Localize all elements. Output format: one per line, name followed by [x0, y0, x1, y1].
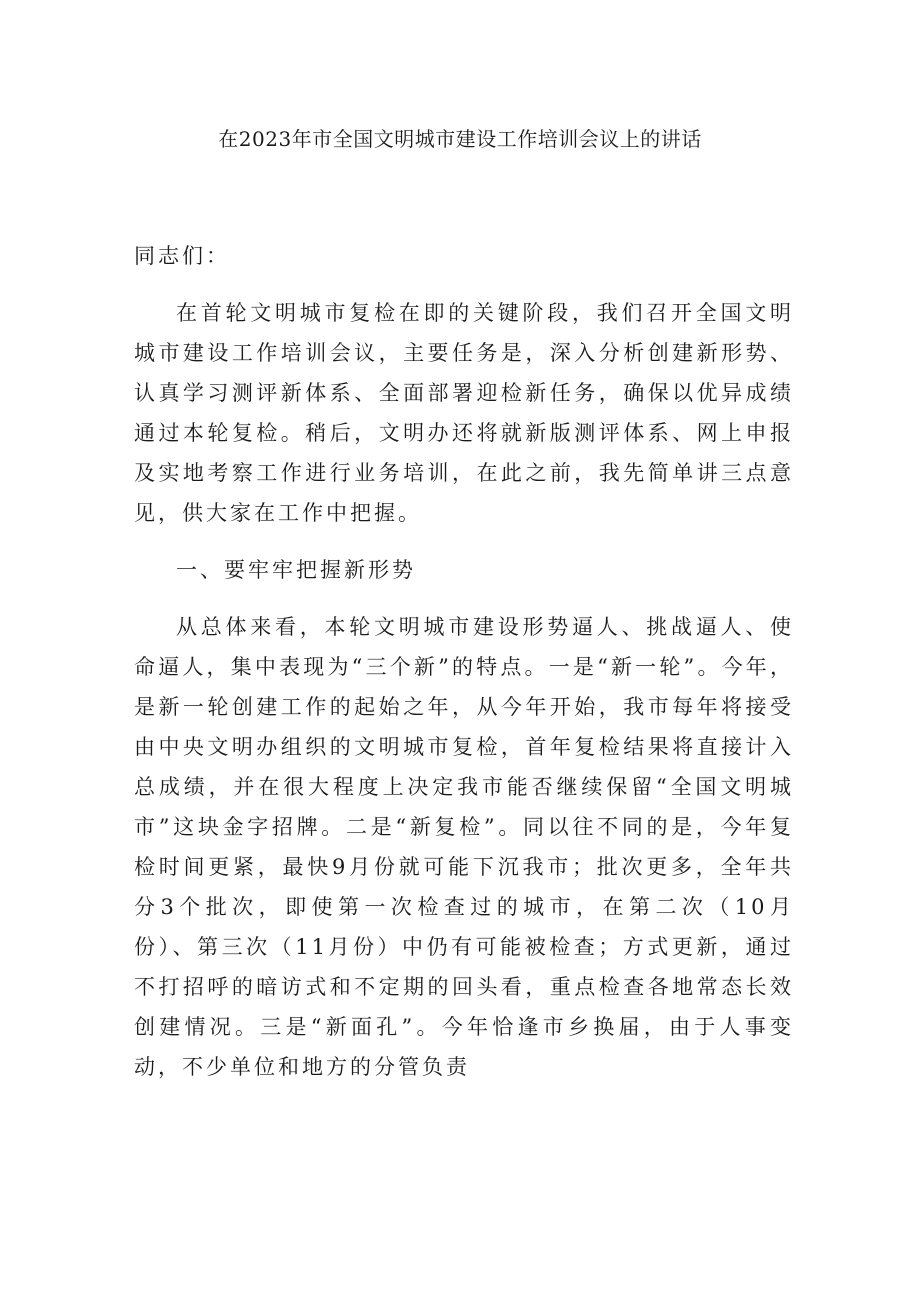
salutation: 同志们：: [134, 244, 230, 268]
document-title: 在2023年市全国文明城市建设工作培训会议上的讲话: [218, 127, 702, 151]
section-heading: 一、要牢牢把握新形势: [176, 558, 416, 582]
intro-paragraph: 在首轮文明城市复检在即的关键阶段，我们召开全国文明城市建设工作培训会议，主要任务是，深入分析创建新形势、认真学习测评新体系、全面部署迎检新任务，确保以优异成绩通过本轮复检。稍后，文明办还将就新版测评体系、网上申报及实地考察工作进行业务培训，在此之前，我先简单讲三点意见，供大家在工作中把握。: [134, 301, 794, 525]
section-paragraph: 从总体来看，本轮文明城市建设形势逼人、挑战逼人、使命逼人，集中表现为“三个新”的特点。一是“新一轮”。今年，是新一轮创建工作的起始之年，从今年开始，我市每年将接受由中央文明办组织的文明城市复检，首年复检结果将直接计入总成绩，并在很大程度上决定我市能否继续保留“全国文明城市”这块金字招牌。二是“新复检”。同以往不同的是，今年复检时间更紧，最快9月份就可能下沉我市；批次更多，全年共分3个批次，即使第一次检查过的城市，在第二次（10月份）、第三次（11月份）中仍有可能被检查；方式更新，通过不打招呼的暗访式和不定期的回头看，重点检查各地常态长效创建情况。三是“新面孔”。今年恰逢市乡换届，由于人事变动，不少单位和地方的分管负责: [134, 615, 794, 1079]
document-body: [134, 236, 794, 1104]
